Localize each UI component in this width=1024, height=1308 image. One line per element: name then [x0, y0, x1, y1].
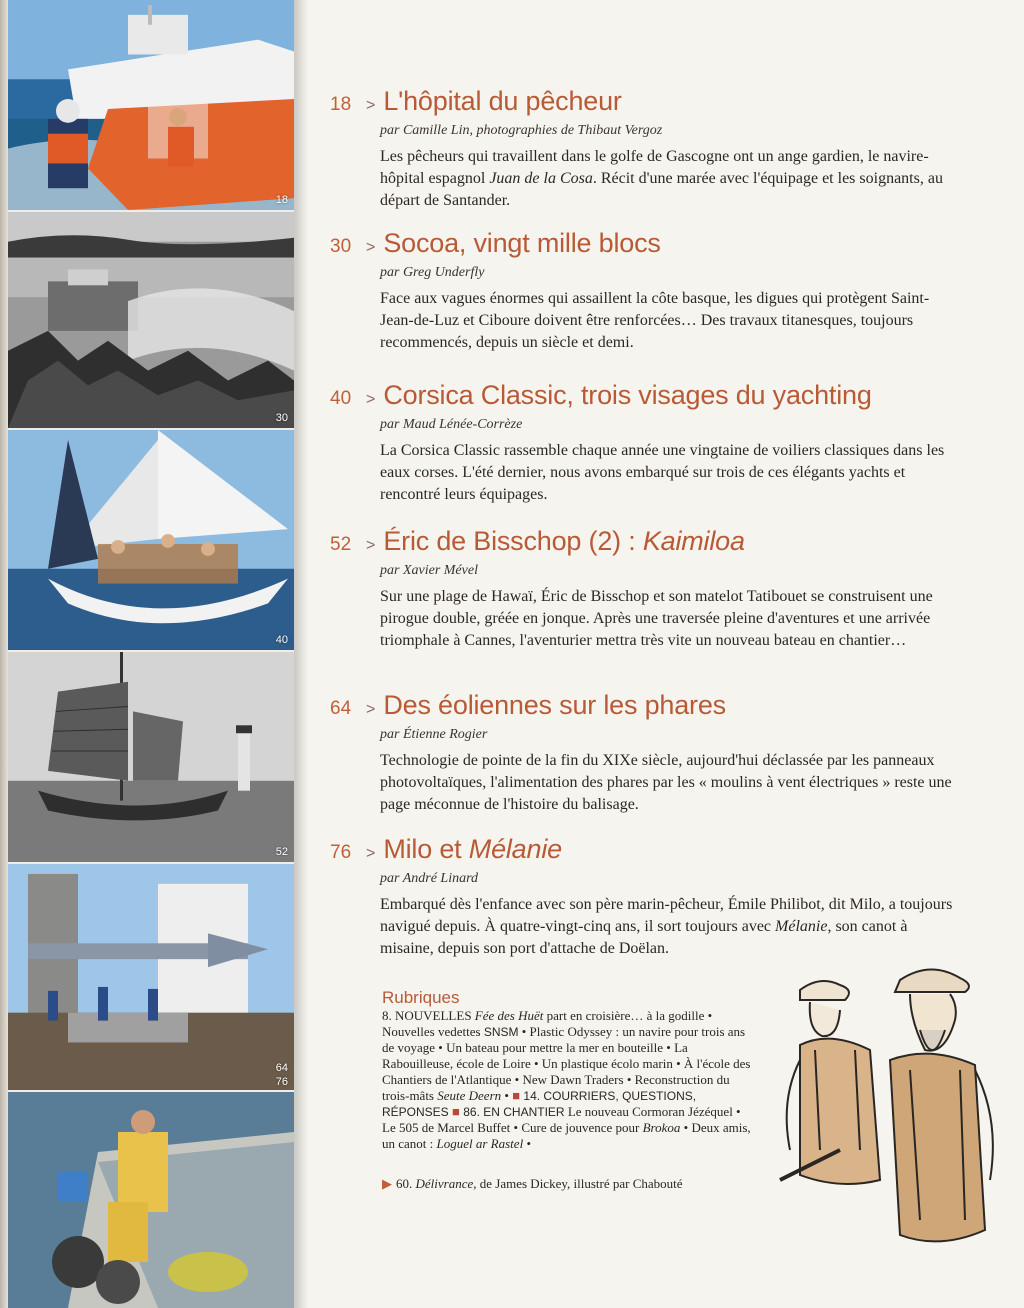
photo-hospital-ship[interactable]	[8, 0, 294, 212]
illustration-two-men	[760, 950, 1020, 1270]
rubriques-list: 8. NOUVELLES Fée des Huët part en croisière… à la godille • Nouvelles vedettes SNSM • Plastic Odyssey : un navire pour trois ans de voyage • Un bateau pour mettre la mer en bouteille • La Rabouilleuse, école de Loire • Un plastique écolo marin • À l'école des Chantiers de l'Atlantique • New Dawn Traders • Reconstruction du trois-mâts Seute Deern • ■ 14. COURRIERS, QUESTIONS, RÉPONSES ■ 86. EN CHANTIER Le nouveau Cormoran Jézéquel • Le 505 de Marcel Buffet • Cure de jouvence pour Brokoa • Deux amis, un canot : Loguel ar Rastel •	[382, 1008, 751, 1151]
square-bullet-icon: ■	[512, 1088, 521, 1103]
article-title[interactable]: Éric de Bisschop (2) : Kaimiloa	[383, 526, 745, 556]
arrow-icon: >	[366, 97, 376, 114]
square-bullet-icon: ■	[452, 1104, 460, 1119]
page-number: 76	[330, 842, 352, 863]
toc-entry[interactable]	[330, 834, 970, 960]
photo-number: 18	[275, 194, 288, 206]
photo-fisherman[interactable]	[8, 1092, 294, 1308]
byline: par André Linard	[380, 871, 479, 886]
page-number: 52	[330, 534, 352, 555]
toc-entry[interactable]	[330, 380, 970, 506]
photo-number: 64	[275, 1062, 288, 1074]
article-title[interactable]: Des éoliennes sur les phares	[383, 690, 726, 720]
article-summary: Technologie de pointe de la fin du XIXe siècle, aujourd'hui déclassée par les panneaux photovoltaïques, l'alimentation des phares par les « moulins à vent électriques » reste une page méconnue de l'histoire du balisage.	[380, 752, 952, 813]
page-number: 40	[330, 388, 352, 409]
byline: par Étienne Rogier	[380, 727, 488, 742]
toc-entry[interactable]	[330, 86, 970, 212]
byline: par Xavier Mével	[380, 563, 478, 578]
toc-entry[interactable]	[330, 228, 970, 354]
arrow-icon: >	[366, 239, 376, 256]
byline: par Camille Lin, photographies de Thibaut Vergoz	[380, 123, 663, 138]
arrow-icon: >	[366, 391, 376, 408]
article-summary: La Corsica Classic rassemble chaque année une vingtaine de voiliers classiques dans les eaux corses. L'été dernier, nous avons embarqué sur trois de ces élégants yachts et rencontré leurs équipages.	[380, 442, 945, 503]
page-gutter-shadow	[294, 0, 308, 1308]
photo-lighthouse-turbine[interactable]	[8, 864, 294, 1092]
article-title[interactable]: L'hôpital du pêcheur	[383, 86, 622, 116]
photo-breakwater[interactable]	[8, 212, 294, 430]
article-title[interactable]: Milo et Mélanie	[383, 834, 562, 864]
arrow-icon: >	[366, 845, 376, 862]
byline: par Maud Lénée-Corrèze	[380, 417, 523, 432]
article-summary: Les pêcheurs qui travaillent dans le golfe de Gascogne ont un ange gardien, le navire-hôpital espagnol Juan de la Cosa. Récit d'une marée avec l'équipage et les soignants, au départ de Santander.	[380, 148, 943, 209]
photo-sailing-yacht[interactable]	[8, 430, 294, 652]
page-number: 18	[330, 94, 352, 115]
rubriques-heading: Rubriques	[382, 988, 460, 1007]
article-summary: Embarqué dès l'enfance avec son père marin-pêcheur, Émile Philibot, dit Milo, a toujours navigué depuis. À quatre-vingt-cinq ans, il sort toujours avec Mélanie, son canot à misaine, depuis son port d'attache de Doëlan.	[380, 896, 953, 957]
toc-entry[interactable]	[330, 526, 970, 652]
feature-link[interactable]: ▶ 60. Délivrance, de James Dickey, illustré par Chabouté	[382, 1176, 683, 1191]
byline: par Greg Underfly	[380, 265, 485, 280]
photo-strip	[8, 0, 294, 1308]
toc-entry[interactable]	[330, 690, 970, 816]
photo-number: 76	[275, 1076, 288, 1088]
triangle-icon: ▶	[382, 1176, 392, 1191]
article-title[interactable]: Corsica Classic, trois visages du yachting	[383, 380, 872, 410]
photo-number: 30	[275, 412, 288, 424]
photo-junk-boat[interactable]	[8, 652, 294, 864]
article-summary: Sur une plage de Hawaï, Éric de Bisschop et son matelot Tatibouet se construisent une pirogue double, gréée en jonque. Après une traversée pleine d'aventures et une arrivée triomphale à Cannes, l'aventurier mettra très vite un nouveau bateau en chantier…	[380, 588, 933, 649]
arrow-icon: >	[366, 701, 376, 718]
photo-number: 40	[275, 634, 288, 646]
arrow-icon: >	[366, 537, 376, 554]
page-binding	[0, 0, 8, 1308]
photo-number: 52	[275, 846, 288, 858]
article-summary: Face aux vagues énormes qui assaillent la côte basque, les digues qui protègent Saint-Jean-de-Luz et Ciboure doivent être renforcées… Des travaux titanesques, toujours recommencés, depuis un siècle et demi.	[380, 290, 930, 351]
page-number: 30	[330, 236, 352, 257]
article-title[interactable]: Socoa, vingt mille blocs	[383, 228, 661, 258]
page-number: 64	[330, 698, 352, 719]
